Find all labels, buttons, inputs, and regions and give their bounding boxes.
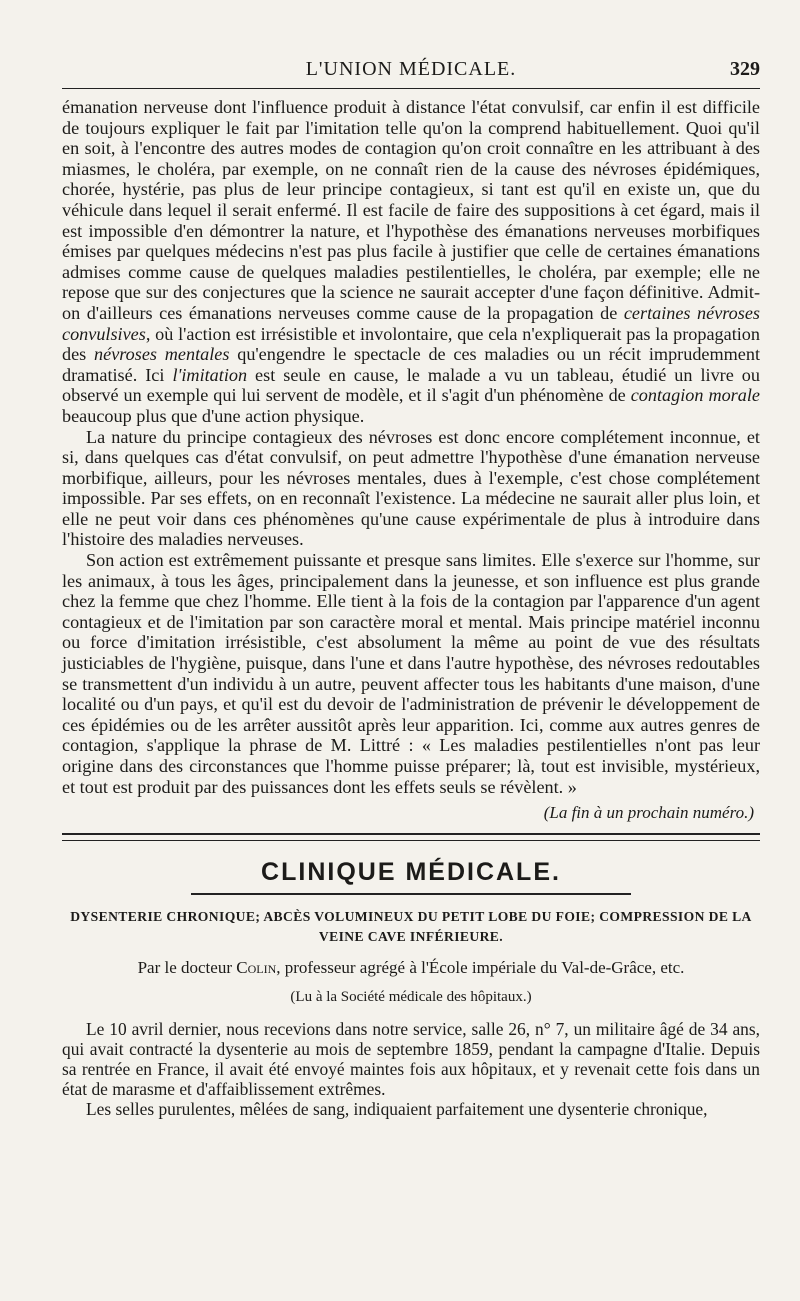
paragraph-1-text-c: qu'engendre le spectacle de ces maladies ou un récit imprudemment dramatisé. Ici <box>62 344 760 385</box>
emphasis-nevroses-mentales: névroses mentales <box>94 344 230 365</box>
article-heading: DYSENTERIE CHRONIQUE; ABCÈS VOLUMINEUX DU PETIT LOBE DU FOIE; COMPRESSION DE LA VEINE CAVE INFÉRIEURE. <box>70 908 752 944</box>
byline <box>62 957 760 979</box>
presentation-note: (Lu à la Société médicale des hôpitaux.) <box>290 988 532 1005</box>
author-name: Colin <box>236 957 277 977</box>
paragraph-2: La nature du principe contagieux des névroses est donc encore complétement inconnue, et si, dans quelques cas d'état convulsif, on peut admettre l'hypothèse d'une émanation nerveuse morbifique, ailleurs, pour les névroses mentales, dues à l'exemple, c'est chose complétement impossible. Par ses effets, on en reconnaît l'existence. La médecine ne saurait aller plus loin, et elle ne peut voir dans ces phénomènes qu'une cause expérimentale de plus à introduire dans l'histoire des maladies nerveuses. <box>62 426 760 550</box>
section-title: CLINIQUE MÉDICALE. <box>261 858 561 887</box>
page-number: 329 <box>730 58 760 80</box>
continuation-note: (La fin à un prochain numéro.) <box>543 803 754 823</box>
paragraph-3: Son action est extrêmement puissante et presque sans limites. Elle s'exerce sur l'homme, sur les animaux, à tous les âges, principalement dans la jeunesse, et son influence est plus grande chez la femme que chez l'homme. Elle tient à la fois de la contagion par l'apparence d'un agent contagieux et de l'imitation par son caractère moral et mental. Mais principe matériel inconnu ou force d'imitation irrésistible, c'est absolument la même au point de vue des résultats justiciables de l'hygiène, puisque, dans l'une et dans l'autre hypothèse, des névroses redoutables se transmettent d'un individu à un autre, peuvent affecter tous les habitants d'une maison, d'une localité ou d'un pays, et qu'il est du devoir de l'administration de prévenir le développement de ces épidémies ou de les arrêter aussitôt après leur apparition. Ici, comme aux autres genres de contagion, s'applique la phrase de M. Littré : « Les maladies pestilentielles n'ont pas leur origine dans des circonstances que l'homme puisse préparer; là, tout est invisible, mystérieux, et tout est produit par des puissances dont les effets seuls se révèlent. » <box>62 550 760 797</box>
section-divider <box>62 833 760 841</box>
paragraph-1-text-d: est seule en cause, le malade a vu un tableau, étudié un livre ou observé un exemple qui lui servent de modèle, et il s'agit d'un phénomène de <box>62 364 760 406</box>
running-title: L'UNION MÉDICALE. <box>305 58 517 80</box>
running-header <box>62 48 760 89</box>
article-paragraph-1: Le 10 avril dernier, nous recevions dans notre service, salle 26, n° 7, un militaire âgé de 34 ans, qui avait contracté la dysenterie au mois de septembre 1859, pendant la campagne d'Italie. Depuis sa rentrée en France, il avait été envoyé maintes fois aux hôpitaux, et y revenait cette fois dans un état de marasme et d'affaiblissement extrêmes. <box>62 1018 760 1099</box>
paragraph-1-text-a: émanation nerveuse dont l'influence produit à distance l'état convulsif, car enfin il est difficile de toujours expliquer le fait par l'imitation telle qu'on la comprend habituellement. Quoi qu'il en soit, à l'encontre des autres modes de contagion qu'on croit connaître en les attribuant à des miasmes, le choléra, par exemple, on ne connaît rien de la cause des névroses épidémiques, chorée, hystérie, pas plus de leur principe contagieux, si tant est qu'il en existe un, que du véhicule dans lequel il serait enfermé. Il est facile de faire des suppositions à cet égard, mais il est impossible d'en démontrer la nature, et l'hypothèse des émanations nerveuses morbifiques émises par quelques médecins n'est pas plus facile à justifier que celle de certaines émanations admises comme cause de quelques maladies pestilentielles, le choléra, par exemple; elle ne repose que sur des conjectures que la science ne saurait accepter d'une façon définitive. Admit-on d'ailleurs ces émanations nerveuses comme cause de la propagation de <box>62 97 760 323</box>
emphasis-certaines-nevroses: certaines névroses convulsives <box>62 302 760 344</box>
byline-prefix: Par le docteur <box>137 957 237 977</box>
article-body <box>62 1019 760 1119</box>
byline-affiliation: , professeur agrégé à l'École impériale du Val-de-Grâce, etc. <box>276 957 685 977</box>
emphasis-contagion-morale: contagion morale <box>630 385 760 406</box>
emphasis-imitation: l'imitation <box>172 364 248 385</box>
article-paragraph-2: Les selles purulentes, mêlées de sang, indiquaient parfaitement une dysenterie chronique, <box>86 1098 708 1119</box>
title-underline <box>191 893 631 895</box>
paragraph-1-text-e: beaucoup plus que d'une action physique. <box>62 405 365 426</box>
paragraph-1-text-b: , où l'action est irrésistible et involontaire, que cela n'expliquerait pas la propagation des <box>62 323 760 365</box>
paragraph-1 <box>62 97 760 427</box>
main-body-text <box>62 97 760 797</box>
